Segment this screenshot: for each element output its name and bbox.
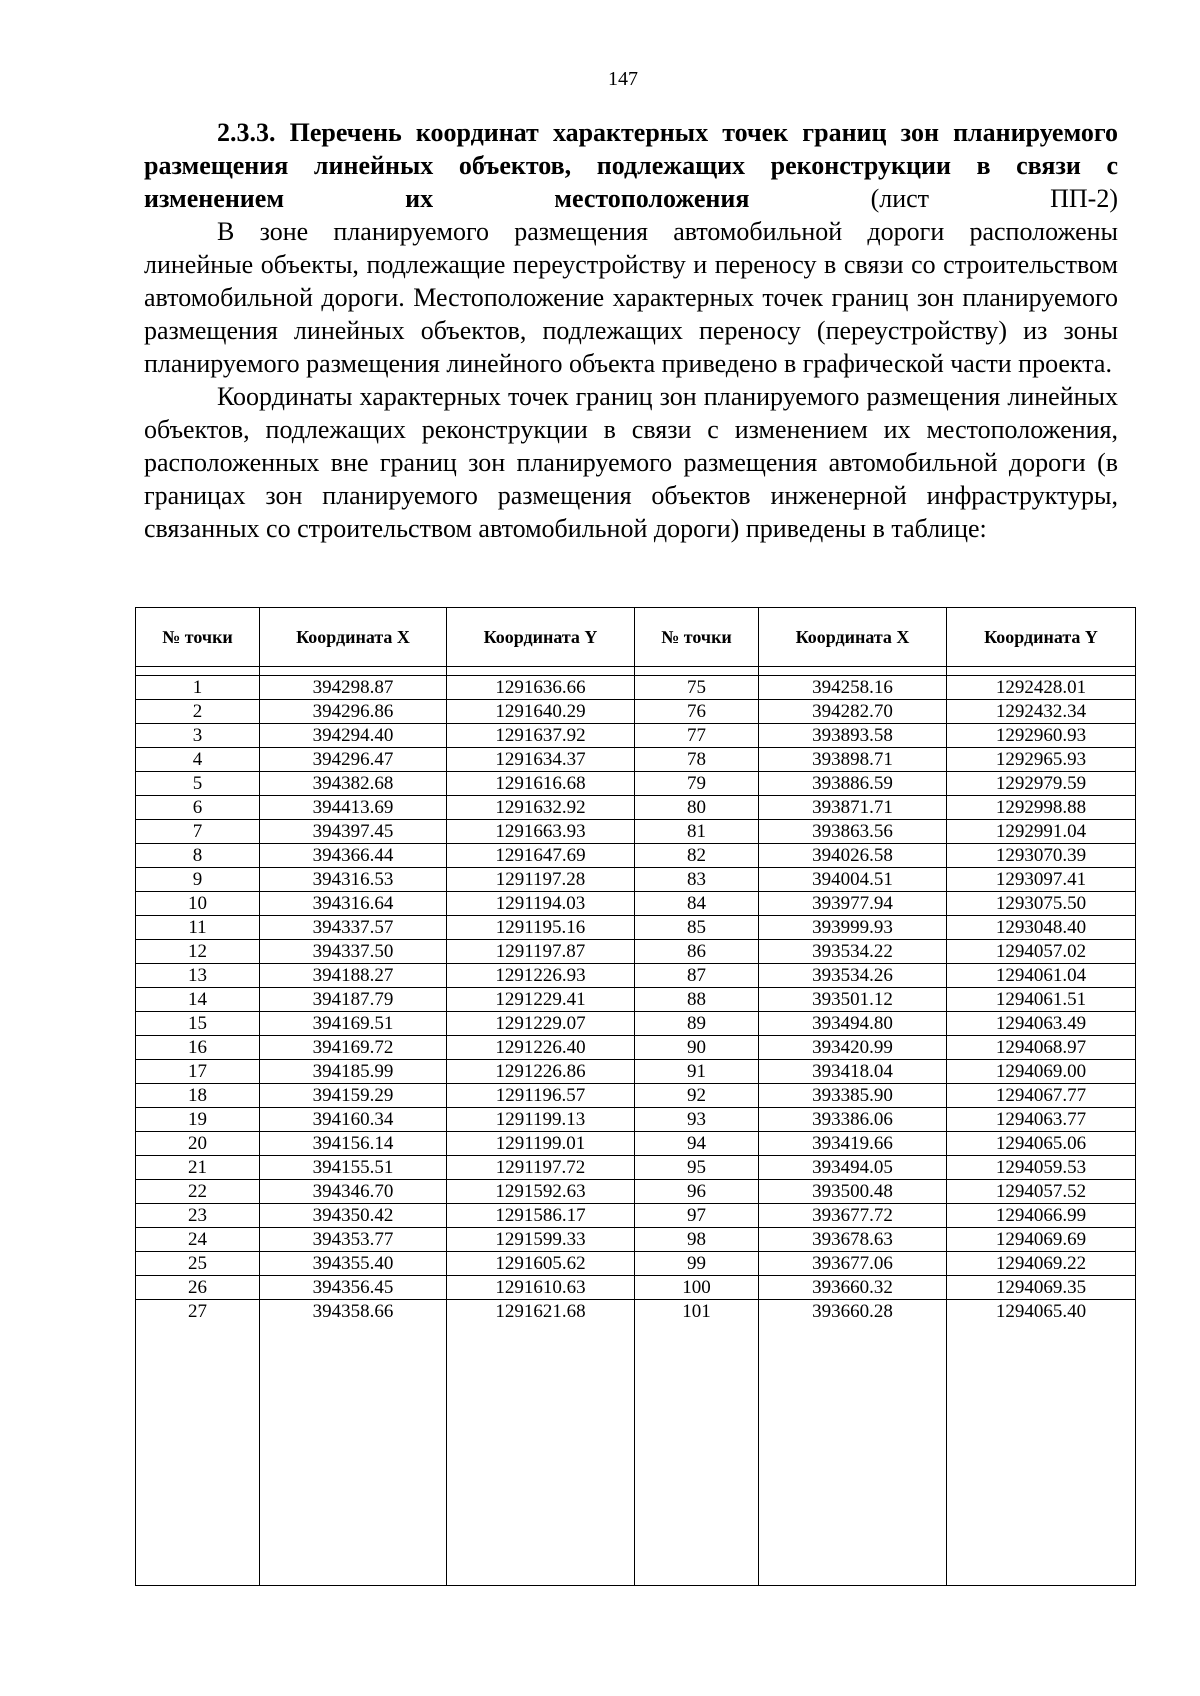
cell-coordinate-x-right: 394282.70 [759,700,947,724]
cell-point-number-left: 2 [136,700,260,724]
cell-coordinate-y-right: 1294063.49 [947,1012,1136,1036]
cell-point-number-left: 20 [136,1132,260,1156]
cell-point-number-right: 91 [635,1060,759,1084]
table-row [136,964,1136,988]
cell-coordinate-y-right: 1293075.50 [947,892,1136,916]
cell-coordinate-x-left: 394337.57 [260,916,447,940]
cell-point-number-left: 27 [136,1300,260,1324]
cell-coordinate-x-right: 393534.22 [759,940,947,964]
cell-coordinate-y-right: 1294061.04 [947,964,1136,988]
cell-coordinate-y-left: 1291634.37 [447,748,635,772]
cell-coordinate-y-right: 1294057.02 [947,940,1136,964]
cell-coordinate-y-right: 1294057.52 [947,1180,1136,1204]
cell-coordinate-y-right: 1294069.69 [947,1228,1136,1252]
cell-coordinate-y-left: 1291663.93 [447,820,635,844]
cell-coordinate-x-right: 393898.71 [759,748,947,772]
cell-coordinate-y-left: 1291592.63 [447,1180,635,1204]
cell-coordinate-x-left: 394169.51 [260,1012,447,1036]
cell-point-number-left: 25 [136,1252,260,1276]
cell-coordinate-x-left: 394346.70 [260,1180,447,1204]
cell-point-number-right: 97 [635,1204,759,1228]
cell-coordinate-y-right: 1293097.41 [947,868,1136,892]
cell-coordinate-y-left: 1291229.41 [447,988,635,1012]
cell-point-number-right: 90 [635,1036,759,1060]
table-row [136,1108,1136,1132]
cell-coordinate-x-left: 394337.50 [260,940,447,964]
cell-coordinate-x-left: 394413.69 [260,796,447,820]
table-row [136,940,1136,964]
cell-point-number-right: 83 [635,868,759,892]
cell-coordinate-y-left: 1291195.16 [447,916,635,940]
header-separator-row [136,667,1136,676]
table-row [136,796,1136,820]
cell-coordinate-y-left: 1291226.93 [447,964,635,988]
table-row [136,1084,1136,1108]
cell-point-number-left: 19 [136,1108,260,1132]
cell-coordinate-x-left: 394169.72 [260,1036,447,1060]
cell-point-number-left: 6 [136,796,260,820]
cell-point-number-left: 8 [136,844,260,868]
cell-coordinate-x-right: 393534.26 [759,964,947,988]
cell-coordinate-y-right: 1294069.22 [947,1252,1136,1276]
cell-coordinate-x-right: 394026.58 [759,844,947,868]
cell-coordinate-x-right: 393886.59 [759,772,947,796]
cell-coordinate-y-left: 1291605.62 [447,1252,635,1276]
cell-point-number-right: 80 [635,796,759,820]
paragraph-placement: В зоне планируемого размещения автомобильной дороги расположены линейные объекты, подлежащие переустройству и переносу в связи со строительством автомобильной дороги. Местоположение характерных точек границ зон планируемого размещения линейных объектов, подлежащих переносу (переустройству) из зоны планируемого размещения линейного объекта приведено в графической части проекта. [144,217,1118,378]
cell-coordinate-x-right: 393500.48 [759,1180,947,1204]
paragraph-coordinates-intro: Координаты характерных точек границ зон планируемого размещения линейных объектов, подлежащих реконструкции в связи с изменением их местоположения, расположенных вне границ зон планируемого размещения автомобильной дороги (в границах зон планируемого размещения объектов инженерной инфраструктуры, связанных со строительством автомобильной дороги) приведены в таблице: [144,382,1118,543]
cell-point-number-right: 82 [635,844,759,868]
table-row [136,676,1136,700]
cell-point-number-left: 7 [136,820,260,844]
cell-coordinate-y-left: 1291632.92 [447,796,635,820]
cell-point-number-right: 89 [635,1012,759,1036]
cell-coordinate-x-left: 394188.27 [260,964,447,988]
cell-coordinate-y-right: 1293070.39 [947,844,1136,868]
cell-coordinate-x-left: 394397.45 [260,820,447,844]
cell-point-number-left: 12 [136,940,260,964]
cell-coordinate-x-right: 394258.16 [759,676,947,700]
table-row [136,1180,1136,1204]
cell-coordinate-y-right: 1292991.04 [947,820,1136,844]
table-empty-space [136,1323,1136,1586]
cell-coordinate-x-right: 393385.90 [759,1084,947,1108]
cell-point-number-right: 95 [635,1156,759,1180]
section-title: Перечень координат характерных точек границ зон планируемого размещения линейных объектов, подлежащих реконструкции в связи с изменением их местоположения [144,118,1118,213]
cell-point-number-right: 79 [635,772,759,796]
cell-coordinate-y-right: 1292965.93 [947,748,1136,772]
cell-coordinate-y-left: 1291199.13 [447,1108,635,1132]
cell-point-number-left: 26 [136,1276,260,1300]
cell-coordinate-y-left: 1291640.29 [447,700,635,724]
cell-point-number-left: 14 [136,988,260,1012]
cell-point-number-right: 86 [635,940,759,964]
cell-coordinate-x-right: 393494.80 [759,1012,947,1036]
cell-coordinate-x-right: 393871.71 [759,796,947,820]
cell-point-number-right: 99 [635,1252,759,1276]
cell-coordinate-y-left: 1291599.33 [447,1228,635,1252]
cell-point-number-left: 24 [136,1228,260,1252]
cell-coordinate-x-left: 394382.68 [260,772,447,796]
cell-point-number-left: 5 [136,772,260,796]
cell-coordinate-x-right: 393977.94 [759,892,947,916]
table-row [136,1132,1136,1156]
cell-coordinate-x-right: 394004.51 [759,868,947,892]
cell-coordinate-y-left: 1291197.87 [447,940,635,964]
cell-coordinate-y-right: 1292979.59 [947,772,1136,796]
cell-point-number-left: 18 [136,1084,260,1108]
table-row [136,724,1136,748]
cell-coordinate-y-left: 1291637.92 [447,724,635,748]
cell-coordinate-y-right: 1294059.53 [947,1156,1136,1180]
cell-point-number-left: 22 [136,1180,260,1204]
cell-coordinate-x-left: 394356.45 [260,1276,447,1300]
cell-coordinate-x-right: 393678.63 [759,1228,947,1252]
table-row [136,1156,1136,1180]
cell-coordinate-y-right: 1293048.40 [947,916,1136,940]
cell-coordinate-x-right: 393863.56 [759,820,947,844]
cell-coordinate-x-right: 393660.32 [759,1276,947,1300]
cell-coordinate-x-left: 394316.64 [260,892,447,916]
cell-coordinate-x-right: 393419.66 [759,1132,947,1156]
cell-coordinate-y-right: 1294065.06 [947,1132,1136,1156]
cell-coordinate-y-left: 1291610.63 [447,1276,635,1300]
table-row [136,700,1136,724]
cell-point-number-right: 101 [635,1300,759,1324]
table-row [136,1300,1136,1324]
cell-point-number-right: 93 [635,1108,759,1132]
table-row [136,1204,1136,1228]
cell-point-number-left: 15 [136,1012,260,1036]
cell-point-number-right: 76 [635,700,759,724]
cell-coordinate-y-left: 1291647.69 [447,844,635,868]
cell-point-number-right: 96 [635,1180,759,1204]
document-body [144,116,1118,545]
table-row [136,868,1136,892]
table-row [136,1036,1136,1060]
table-row [136,844,1136,868]
cell-point-number-left: 1 [136,676,260,700]
cell-coordinate-x-left: 394294.40 [260,724,447,748]
cell-coordinate-x-right: 393501.12 [759,988,947,1012]
header-point-number-left: № точки [136,608,260,667]
cell-coordinate-y-right: 1292960.93 [947,724,1136,748]
cell-coordinate-x-left: 394296.47 [260,748,447,772]
cell-coordinate-x-left: 394316.53 [260,868,447,892]
table-row [136,1252,1136,1276]
cell-point-number-right: 81 [635,820,759,844]
cell-coordinate-y-left: 1291621.68 [447,1300,635,1324]
cell-point-number-right: 98 [635,1228,759,1252]
table-row [136,748,1136,772]
cell-coordinate-x-left: 394187.79 [260,988,447,1012]
table-row [136,820,1136,844]
cell-point-number-right: 85 [635,916,759,940]
cell-coordinate-y-left: 1291636.66 [447,676,635,700]
cell-coordinate-x-right: 393677.72 [759,1204,947,1228]
table-row [136,892,1136,916]
header-coordinate-x-left: Координата X [260,608,447,667]
cell-point-number-right: 87 [635,964,759,988]
cell-point-number-left: 21 [136,1156,260,1180]
cell-coordinate-x-left: 394355.40 [260,1252,447,1276]
table-row [136,916,1136,940]
cell-coordinate-y-right: 1294069.35 [947,1276,1136,1300]
cell-coordinate-x-left: 394159.29 [260,1084,447,1108]
cell-coordinate-x-right: 393418.04 [759,1060,947,1084]
cell-coordinate-y-left: 1291229.07 [447,1012,635,1036]
cell-point-number-right: 78 [635,748,759,772]
cell-point-number-right: 94 [635,1132,759,1156]
table-row [136,1228,1136,1252]
cell-coordinate-x-left: 394185.99 [260,1060,447,1084]
table-row [136,988,1136,1012]
table-header-row [136,608,1136,667]
header-coordinate-y-right: Координата Y [947,608,1136,667]
cell-coordinate-x-left: 394296.86 [260,700,447,724]
cell-point-number-right: 77 [635,724,759,748]
cell-point-number-left: 11 [136,916,260,940]
cell-coordinate-y-left: 1291199.01 [447,1132,635,1156]
cell-coordinate-x-left: 394358.66 [260,1300,447,1324]
section-number: 2.3.3. [217,118,276,147]
cell-coordinate-y-left: 1291197.28 [447,868,635,892]
header-coordinate-y-left: Координата Y [447,608,635,667]
cell-point-number-left: 4 [136,748,260,772]
table-row [136,772,1136,796]
cell-coordinate-x-right: 393999.93 [759,916,947,940]
cell-coordinate-x-left: 394353.77 [260,1228,447,1252]
cell-coordinate-x-right: 393660.28 [759,1300,947,1324]
cell-coordinate-y-left: 1291586.17 [447,1204,635,1228]
table-row [136,1276,1136,1300]
cell-coordinate-y-right: 1292998.88 [947,796,1136,820]
cell-point-number-left: 17 [136,1060,260,1084]
cell-coordinate-y-right: 1294068.97 [947,1036,1136,1060]
cell-coordinate-x-right: 393677.06 [759,1252,947,1276]
cell-coordinate-x-left: 394350.42 [260,1204,447,1228]
table-row [136,1012,1136,1036]
cell-coordinate-x-left: 394366.44 [260,844,447,868]
header-point-number-right: № точки [635,608,759,667]
cell-coordinate-x-right: 393893.58 [759,724,947,748]
cell-coordinate-y-left: 1291196.57 [447,1084,635,1108]
coordinates-table [135,607,1136,1586]
cell-coordinate-y-left: 1291226.86 [447,1060,635,1084]
cell-point-number-left: 16 [136,1036,260,1060]
cell-coordinate-y-left: 1291197.72 [447,1156,635,1180]
cell-point-number-left: 23 [136,1204,260,1228]
cell-point-number-left: 10 [136,892,260,916]
cell-coordinate-y-right: 1294063.77 [947,1108,1136,1132]
cell-coordinate-y-right: 1294061.51 [947,988,1136,1012]
table-row [136,1060,1136,1084]
cell-point-number-right: 92 [635,1084,759,1108]
cell-coordinate-x-left: 394160.34 [260,1108,447,1132]
cell-point-number-right: 75 [635,676,759,700]
cell-point-number-right: 88 [635,988,759,1012]
cell-coordinate-x-left: 394298.87 [260,676,447,700]
section-heading [144,116,1118,215]
cell-coordinate-y-right: 1292432.34 [947,700,1136,724]
cell-coordinate-y-right: 1294066.99 [947,1204,1136,1228]
cell-coordinate-x-left: 394155.51 [260,1156,447,1180]
cell-coordinate-y-left: 1291194.03 [447,892,635,916]
cell-coordinate-y-right: 1294067.77 [947,1084,1136,1108]
header-coordinate-x-right: Координата X [759,608,947,667]
cell-point-number-left: 13 [136,964,260,988]
cell-coordinate-y-left: 1291616.68 [447,772,635,796]
cell-point-number-right: 84 [635,892,759,916]
cell-point-number-left: 3 [136,724,260,748]
page-number: 147 [608,68,638,90]
cell-coordinate-x-left: 394156.14 [260,1132,447,1156]
table-body [136,667,1136,1586]
cell-coordinate-y-right: 1294069.00 [947,1060,1136,1084]
cell-coordinate-x-right: 393420.99 [759,1036,947,1060]
cell-coordinate-x-right: 393386.06 [759,1108,947,1132]
cell-coordinate-y-left: 1291226.40 [447,1036,635,1060]
cell-coordinate-y-right: 1294065.40 [947,1300,1136,1324]
cell-coordinate-y-right: 1292428.01 [947,676,1136,700]
section-sheet-ref: (лист ПП-2) [749,184,1118,213]
cell-point-number-right: 100 [635,1276,759,1300]
cell-coordinate-x-right: 393494.05 [759,1156,947,1180]
cell-point-number-left: 9 [136,868,260,892]
